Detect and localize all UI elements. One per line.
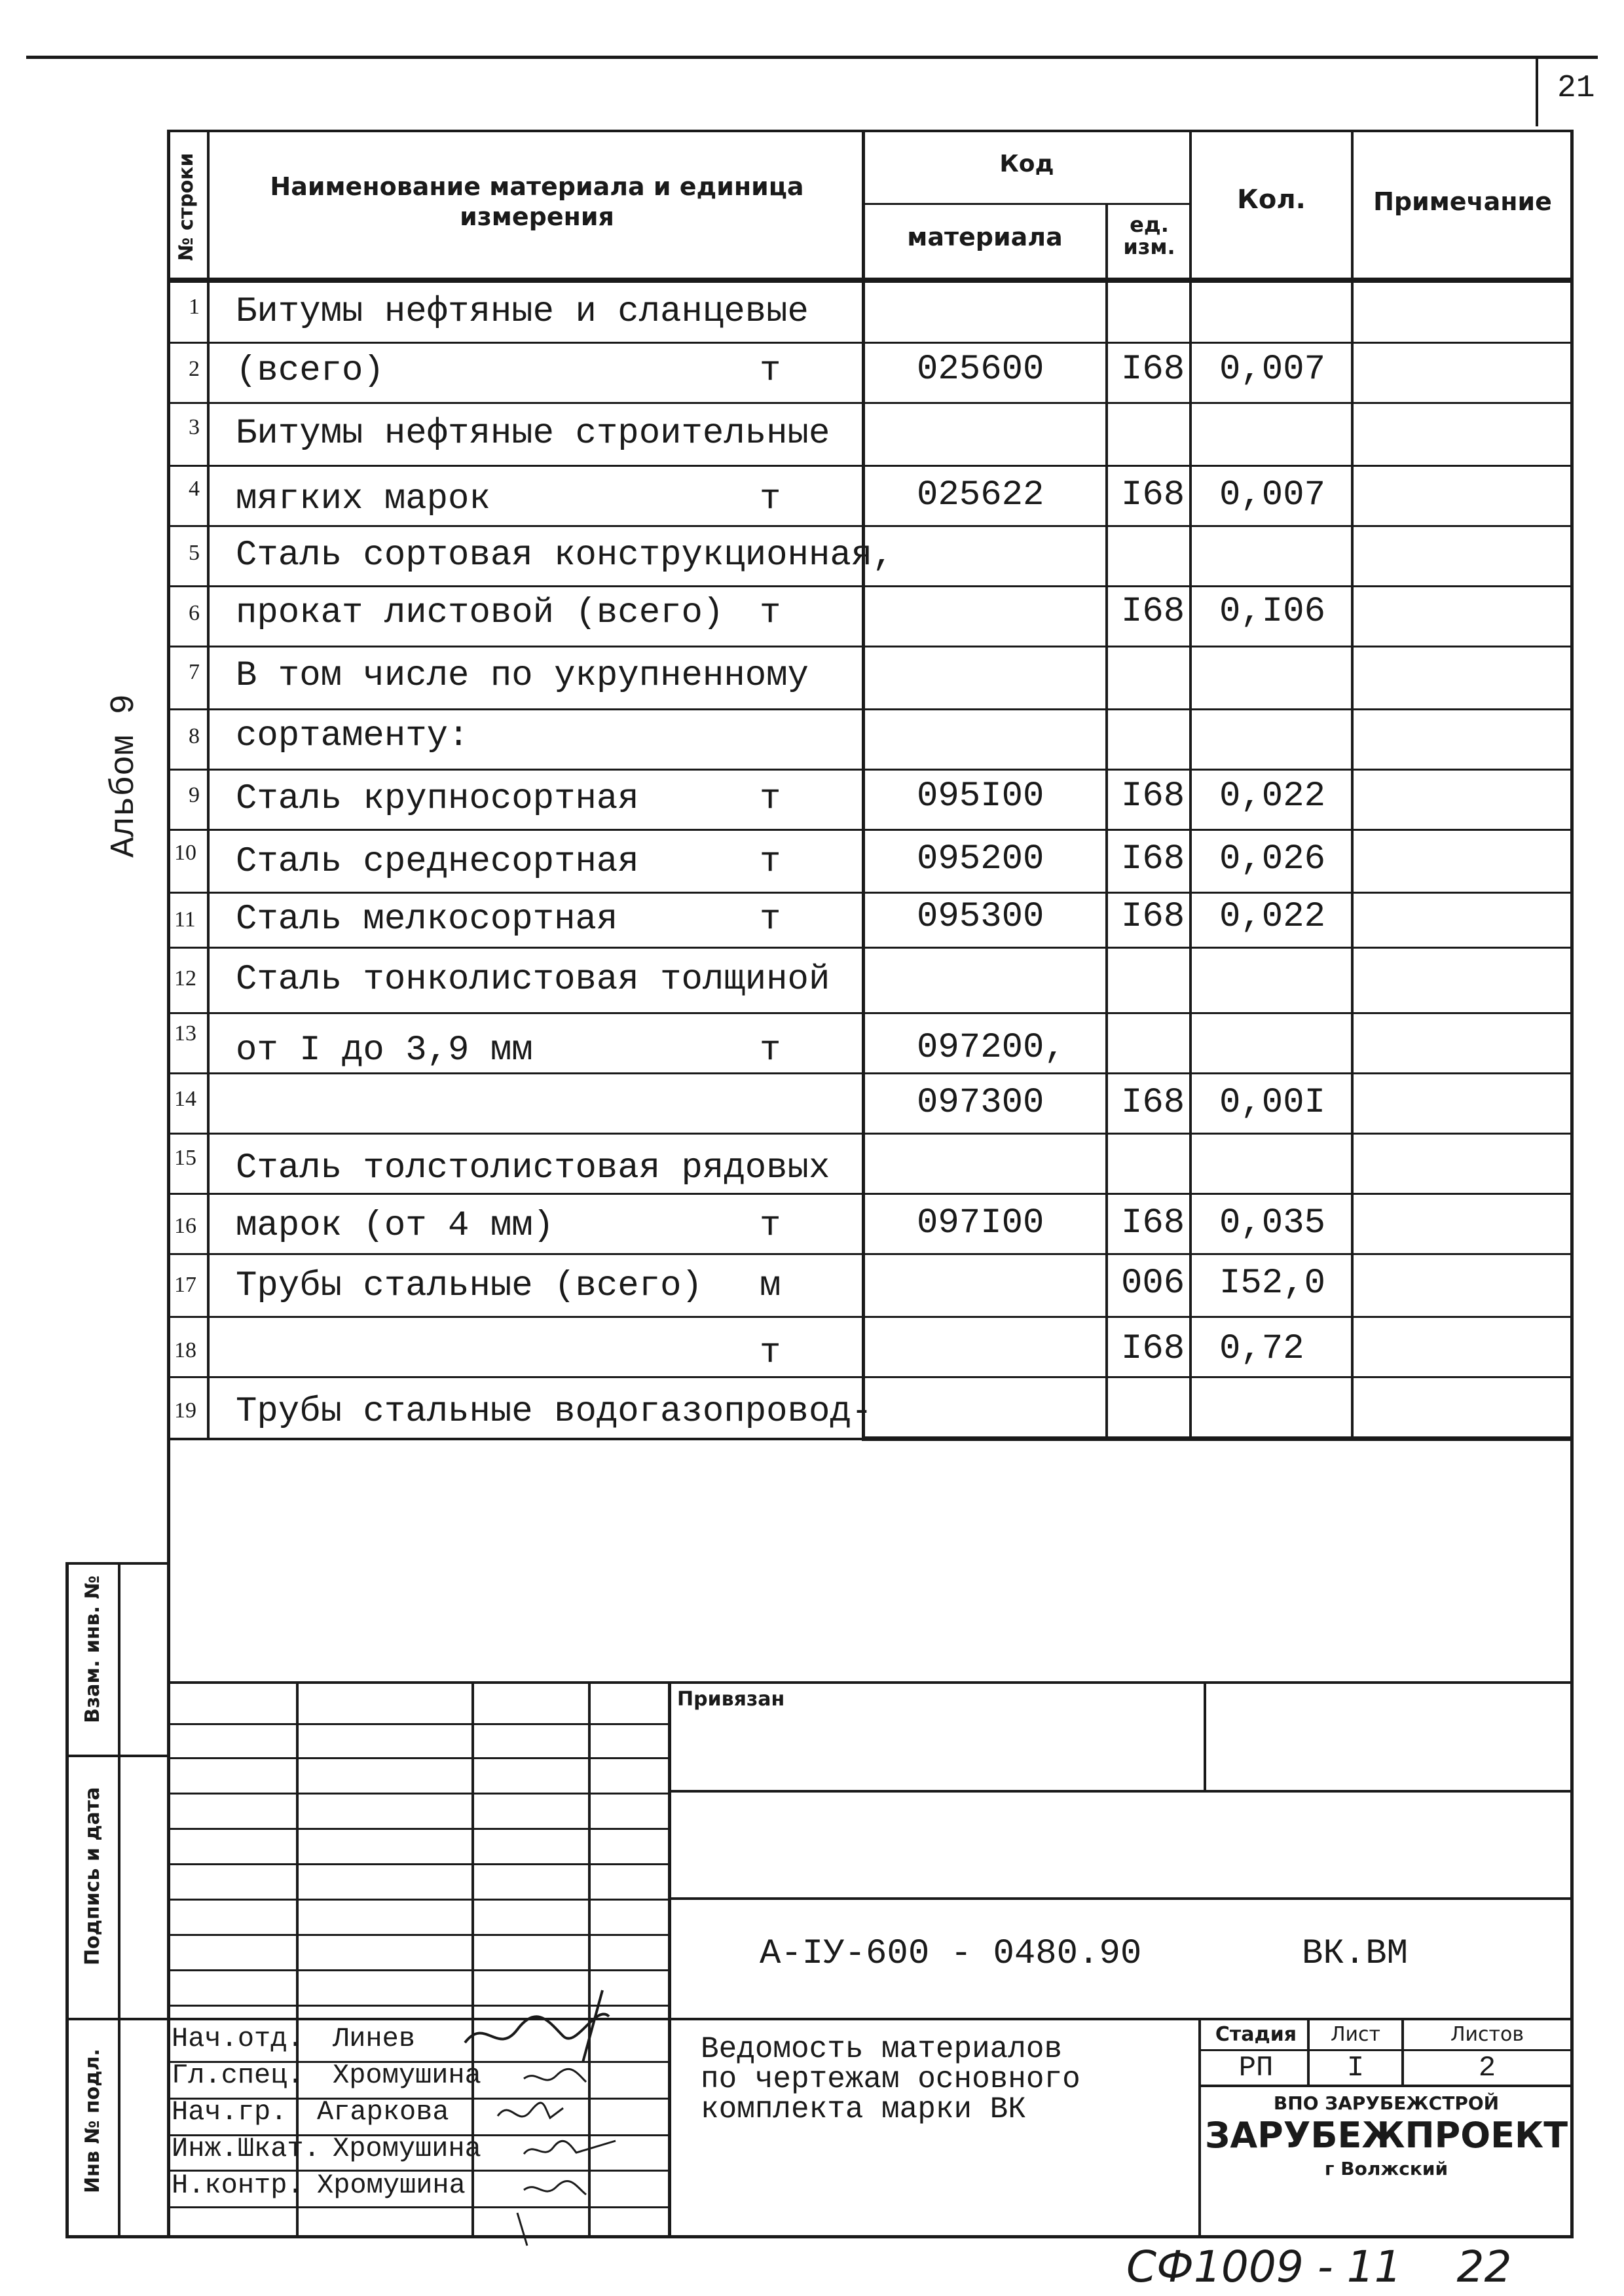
row-unit-code: I68 [1121,839,1185,879]
row-unit-code: I68 [1121,592,1185,632]
row-number: 4 [189,477,200,501]
page-number-divider [1536,58,1538,126]
row-name: Битумы нефтяные и сланцевые [236,292,809,332]
title-line-1: Ведомость материалов [701,2032,1063,2066]
org-line-1: ВПО ЗАРУБЕЖСТРОЙ [1273,2092,1500,2114]
row-unit-code: I68 [1121,350,1185,390]
row-quantity: 0,I06 [1219,592,1326,632]
row-unit-code: I68 [1121,1083,1185,1123]
row-unit-code: I68 [1121,475,1185,515]
row-name: (всего) [236,351,384,391]
row-number: 7 [189,660,200,684]
row-unit: т [760,1030,781,1070]
row-name: мягких марок [236,479,490,519]
row-name: Сталь среднесортная [236,842,639,882]
row-name: Трубы стальные водогазопровод- [236,1392,873,1432]
stage-label: Стадия [1215,2023,1297,2046]
row-unit: т [760,1333,781,1373]
row-material-code: 095200 [917,839,1044,879]
row-name: от I до 3,9 мм [236,1030,533,1070]
row-number: 1 [189,295,200,319]
row-quantity: 0,007 [1219,475,1326,515]
row-number: 2 [189,357,200,381]
document-code: А-IУ-600 - 0480.90 [760,1934,1142,1974]
page-number: 21 [1557,71,1595,106]
row-number: 10 [174,841,196,865]
row-number: 5 [189,541,200,565]
row-unit-code: I68 [1121,776,1185,816]
row-name: прокат листовой (всего) [236,593,724,633]
footer-handwritten-number: СФ1009 - 11 22 [1126,2242,1512,2292]
row-name: марок (от 4 мм) [236,1206,555,1246]
row-name: Сталь толстолистовая рядовых [236,1148,830,1188]
row-material-code: 097I00 [917,1203,1044,1243]
row-quantity: 0,72 [1219,1329,1304,1369]
sheet-value: I [1346,2052,1365,2085]
row-unit-code: I68 [1121,1329,1185,1369]
row-unit: т [760,1206,781,1246]
signer-role: Гл.спец. [172,2060,304,2091]
row-number: 11 [174,907,196,932]
title-line-2: по чертежам основного [701,2062,1080,2096]
row-name: Сталь крупносортная [236,779,639,819]
row-material-code: 025622 [917,475,1044,515]
header-code-unit: ед. изм. [1123,212,1175,259]
row-name: Битумы нефтяные строительные [236,414,830,454]
signer-name: Агаркова [317,2096,449,2128]
row-unit: т [760,842,781,882]
row-unit-code: I68 [1121,897,1185,937]
row-name: Сталь тонколистовая толщиной [236,960,830,1000]
document-mark: ВК.ВМ [1302,1934,1409,1974]
row-unit: т [760,351,781,391]
header-code: Код [999,151,1054,177]
album-label: Альбом 9 [105,694,143,858]
row-material-code: 097300 [917,1083,1044,1123]
row-material-code: 095300 [917,897,1044,937]
sheets-label: Листов [1450,2023,1524,2046]
row-name: Сталь мелкосортная [236,900,618,939]
header-qty: Кол. [1237,185,1306,215]
row-quantity: I52,0 [1219,1264,1326,1303]
row-quantity: 0,035 [1219,1203,1326,1243]
stamp-vzam-inv: Взам. инв. № [81,1575,104,1723]
row-number: 13 [174,1021,196,1046]
signer-name: Хромушина [317,2170,466,2201]
privyazan-label: Привязан [677,1688,785,1711]
signer-role: Н.контр. [172,2170,304,2201]
title-line-3: комплекта марки ВК [701,2092,1026,2126]
row-number: 14 [174,1087,196,1111]
header-code-material: материала [907,223,1063,251]
header-name: Наименование материала и единица измерения [270,172,804,231]
row-number: 19 [174,1398,196,1423]
signer-name: Хромушина [333,2060,481,2091]
row-unit: т [760,900,781,939]
sheet-label: Лист [1330,2023,1381,2046]
row-name: Трубы стальные (всего) [236,1266,703,1306]
signer-name: Линев [333,2023,416,2054]
row-name: сортаменту: [236,716,470,756]
row-unit-code: 006 [1121,1264,1185,1303]
row-quantity: 0,026 [1219,839,1326,879]
signature-scribbles [445,1964,681,2252]
row-material-code: 095I00 [917,776,1044,816]
row-material-code: 097200, [917,1028,1065,1068]
signer-name: Хромушина [333,2133,481,2164]
org-line-3: г Волжский [1324,2158,1449,2179]
org-line-2: ЗАРУБЕЖПРОЕКТ [1204,2115,1568,2156]
row-unit-code: I68 [1121,1203,1185,1243]
signer-role: Нач.отд. [172,2023,304,2054]
row-number: 6 [189,601,200,625]
stamp-inv-podl: Инв № подл. [81,2049,104,2193]
header-note: Примечание [1373,187,1552,216]
row-material-code: 025600 [917,350,1044,390]
stamp-podpis-data: Подпись и дата [81,1787,104,1965]
row-number: 12 [174,966,196,991]
sheets-value: 2 [1478,2052,1496,2085]
row-quantity: 0,022 [1219,776,1326,816]
signer-role: Инж.Шкат. [172,2133,320,2164]
row-unit: т [760,479,781,519]
row-name: Сталь сортовая конструкционная, [236,536,894,575]
row-quantity: 0,00I [1219,1083,1326,1123]
row-unit: м [760,1266,781,1306]
row-unit: т [760,593,781,633]
row-number: 15 [174,1146,196,1170]
row-number: 3 [189,415,200,439]
stage-value: РП [1238,2052,1274,2085]
row-unit: т [760,779,781,819]
header-row-no: № строки [175,153,198,261]
row-number: 16 [174,1214,196,1238]
top-rule [26,56,1598,59]
row-quantity: 0,022 [1219,897,1326,937]
row-quantity: 0,007 [1219,350,1326,390]
signer-role: Нач.гр. [172,2096,287,2128]
row-name: В том числе по укрупненному [236,656,809,696]
row-number: 17 [174,1273,196,1297]
row-number: 9 [189,783,200,807]
row-number: 18 [174,1338,196,1362]
row-number: 8 [189,724,200,748]
